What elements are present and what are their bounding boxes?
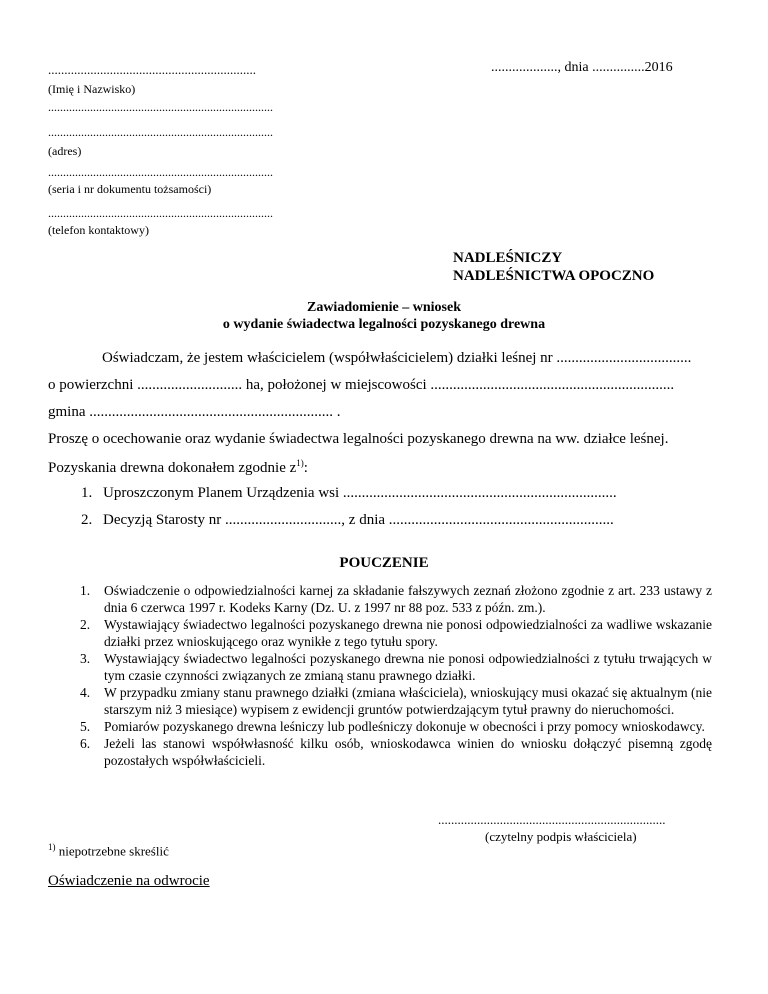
instruction-item bbox=[80, 684, 712, 718]
request-line: Proszę o ocechowanie oraz wydanie świadectwa legalności pozyskanego drewna na ww. działce leśnej. bbox=[48, 431, 669, 447]
option-2[interactable] bbox=[81, 512, 614, 529]
instruction-item-number: 2. bbox=[80, 617, 91, 632]
instruction-item-number: 6. bbox=[80, 736, 91, 751]
instruction-item-text: Pomiarów pozyskanego drewna leśniczy lub podleśniczy dokonuje w obecności i przy pomocy wnioskodawcy. bbox=[104, 719, 705, 734]
instruction-item-text: Oświadczenie o odpowiedzialności karnej za składanie fałszywych zeznań złożono zgodnie z art. 233 ustawy z dnia 6 czerwca 1997 r. Kodeks Karny (Dz. U. z 1997 nr 88 poz. 533 z późn. zm.). bbox=[104, 583, 712, 615]
option-1[interactable] bbox=[81, 485, 617, 502]
basis-footnote-mark: 1) bbox=[296, 458, 304, 468]
instruction-item-number: 4. bbox=[80, 685, 91, 700]
signature-label: (czytelny podpis właściciela) bbox=[485, 829, 637, 844]
address-label: (adres) bbox=[48, 144, 82, 158]
back-side-note: Oświadczenie na odwrocie bbox=[48, 873, 210, 889]
statement-line-3[interactable]: gmina ................................................................. . bbox=[48, 404, 341, 420]
address-line-2[interactable]: ........................................................................... bbox=[48, 125, 273, 139]
instruction-item-number: 3. bbox=[80, 651, 91, 666]
instruction-item bbox=[80, 718, 712, 735]
instruction-item bbox=[80, 735, 712, 769]
instruction-item bbox=[80, 582, 712, 616]
option-1-text: Uproszczonym Planem Urządzenia wsi ......................................................................... bbox=[103, 485, 617, 501]
instruction-item-text: Wystawiający świadectwo legalności pozyskanego drewna nie ponosi odpowiedzialności za wadliwe wskazanie działki przez wnioskującego oraz wynikłe z tego tytułu spory. bbox=[104, 617, 712, 649]
phone-line[interactable]: ........................................................................... bbox=[48, 206, 273, 220]
name-label: (Imię i Nazwisko) bbox=[48, 82, 136, 96]
instruction-item-text: Jeżeli las stanowi współwłasność kilku osób, wnioskodawca winien do wniosku dołączyć pisemną zgodę pozostałych współwłaścicieli. bbox=[104, 736, 712, 768]
statement-line-2[interactable]: o powierzchni ............................ ha, położonej w miejscowości ................................................................. bbox=[48, 377, 675, 393]
id-document-line[interactable]: ........................................................................... bbox=[48, 165, 273, 179]
option-1-number: 1. bbox=[81, 485, 93, 501]
option-2-text: Decyzją Starosty nr ..............................., z dnia ............................................................ bbox=[103, 512, 614, 528]
basis-text: Pozyskania drewna dokonałem zgodnie z bbox=[48, 460, 297, 476]
instruction-item-text: Wystawiający świadectwo legalności pozyskanego drewna nie ponosi odpowiedzialności z tytułu trwających w tym czasie czynności związanych ze zmianą stanu prawnego działki. bbox=[104, 651, 712, 683]
instruction-item-number: 1. bbox=[80, 583, 91, 598]
instruction-item bbox=[80, 616, 712, 650]
id-document-label: (seria i nr dokumentu tożsamości) bbox=[48, 182, 212, 196]
option-2-number: 2. bbox=[81, 512, 93, 528]
address-line-1[interactable]: ........................................................................... bbox=[48, 100, 273, 114]
instruction-item-text: W przypadku zmiany stanu prawnego działki (zmiana właściciela), wnioskujący musi okazać się aktualnym (nie starszym niż 3 miesiące) wypisem z ewidencji gruntów potwierdzającym tytuł prawny do nieruchomości. bbox=[104, 685, 712, 717]
instruction-heading: POUCZENIE bbox=[339, 555, 429, 571]
addressee-line-2: NADLEŚNICTWA OPOCZNO bbox=[453, 268, 655, 284]
phone-label: (telefon kontaktowy) bbox=[48, 223, 149, 237]
basis-line bbox=[48, 458, 308, 477]
signature-line[interactable]: ...................................................................... bbox=[438, 812, 666, 827]
place-date-line[interactable]: ..................., dnia ...............2016 bbox=[491, 60, 673, 75]
instruction-item-number: 5. bbox=[80, 719, 91, 734]
document-title: Zawiadomienie – wniosek bbox=[306, 300, 461, 315]
statement-line-1[interactable]: Oświadczam, że jestem właścicielem (współwłaścicielem) działki leśnej nr .................................... bbox=[102, 350, 692, 366]
footnote-mark: 1) bbox=[48, 842, 56, 852]
footnote bbox=[48, 842, 169, 859]
instruction-list bbox=[80, 582, 712, 769]
addressee-line-1: NADLEŚNICZY bbox=[453, 250, 563, 266]
name-line[interactable]: ................................................................ bbox=[48, 62, 256, 77]
document-subtitle: o wydanie świadectwa legalności pozyskanego drewna bbox=[222, 317, 546, 332]
footnote-text: niepotrzebne skreślić bbox=[58, 843, 169, 859]
instruction-item bbox=[80, 650, 712, 684]
basis-colon: : bbox=[303, 460, 308, 476]
